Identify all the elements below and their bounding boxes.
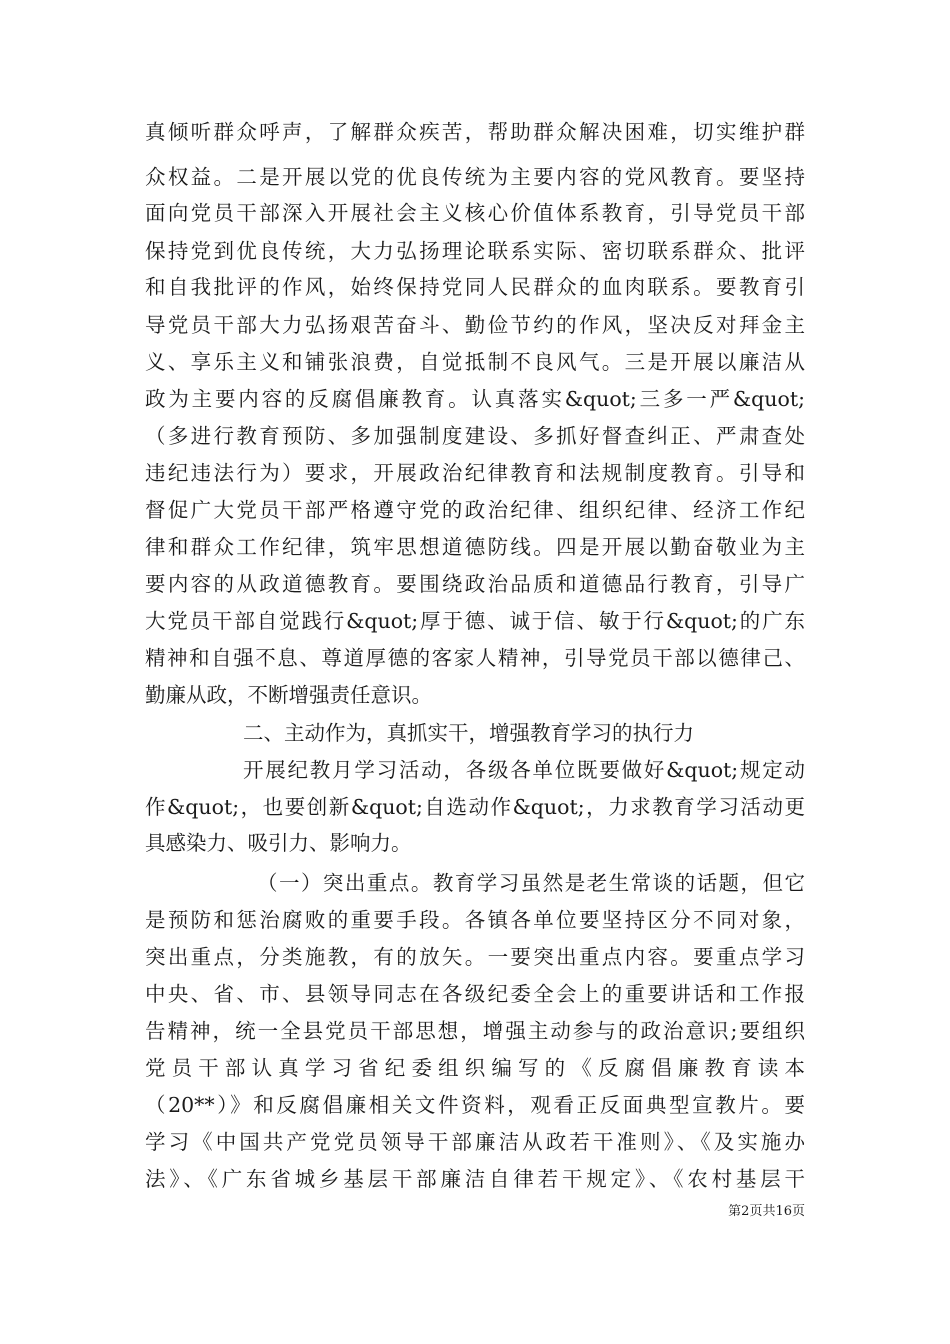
body-text-line: （一）突出重点。教育学习虽然是老生常谈的话题，但它: [257, 871, 805, 895]
body-text-line: 律和群众工作纪律，筑牢思想道德防线。四是开展以勤奋敬业为主: [145, 535, 805, 559]
body-text-line: 是预防和惩治腐败的重要手段。各镇各单位要坚持区分不同对象，: [145, 908, 805, 932]
body-text-line: 真倾听群众呼声，了解群众疾苦，帮助群众解决困难，切实维护群: [145, 120, 805, 144]
body-text-line: 开展纪教月学习活动，各级各单位既要做好&quot;规定动: [243, 758, 805, 782]
section-heading: 二、主动作为，真抓实干，增强教育学习的执行力: [243, 721, 694, 745]
body-text-line: 法》、《广东省城乡基层干部廉洁自律若干规定》、《农村基层干: [145, 1167, 805, 1191]
body-text-line: 勤廉从政，不断增强责任意识。: [145, 683, 432, 707]
body-text-line: 具感染力、吸引力、影响力。: [145, 831, 412, 855]
body-text-line: 众权益。二是开展以党的优良传统为主要内容的党风教育。要坚持: [145, 165, 805, 189]
body-text-line: 义、享乐主义和铺张浪费，自觉抵制不良风气。三是开展以廉洁从: [145, 350, 805, 374]
body-text-line: 督促广大党员干部严格遵守党的政治纪律、组织纪律、经济工作纪: [145, 498, 805, 522]
body-text-line: 精神和自强不息、尊道厚德的客家人精神，引导党员干部以德律己、: [145, 646, 805, 670]
body-text-line: 党员干部认真学习省纪委组织编写的《反腐倡廉教育读本: [145, 1056, 805, 1080]
body-text-line: （20**）》和反腐倡廉相关文件资料，观看正反面典型宣教片。要: [145, 1093, 805, 1117]
body-text-line: 作&quot;，也要创新&quot;自选动作&quot;，力求教育学习活动更: [145, 795, 805, 819]
body-text-line: 大党员干部自觉践行&quot;厚于德、诚于信、敏于行&quot;的广东: [145, 609, 805, 633]
body-text-line: 违纪违法行为）要求，开展政治纪律教育和法规制度教育。引导和: [145, 461, 805, 485]
body-text-line: 保持党到优良传统，大力弘扬理论联系实际、密切联系群众、批评: [145, 239, 805, 263]
body-text-line: 学习《中国共产党党员领导干部廉洁从政若干准则》、《及实施办: [145, 1130, 805, 1154]
body-text-line: 要内容的从政道德教育。要围绕政治品质和道德品行教育，引导广: [145, 572, 805, 596]
body-text-line: 告精神，统一全县党员干部思想，增强主动参与的政治意识;要组织: [145, 1019, 805, 1043]
body-text-line: 面向党员干部深入开展社会主义核心价值体系教育，引导党员干部: [145, 201, 805, 225]
body-text-line: 政为主要内容的反腐倡廉教育。认真落实&quot;三多一严&quot;: [145, 387, 805, 411]
body-text-line: 突出重点，分类施教，有的放矢。一要突出重点内容。要重点学习: [145, 945, 805, 969]
body-text-line: 和自我批评的作风，始终保持党同人民群众的血肉联系。要教育引: [145, 275, 805, 299]
page-number: 第2页共16页: [728, 1204, 805, 1219]
body-text-line: （多进行教育预防、多加强制度建设、多抓好督查纠正、严肃查处: [145, 424, 805, 448]
body-text-line: 导党员干部大力弘扬艰苦奋斗、勤俭节约的作风，坚决反对拜金主: [145, 313, 805, 337]
body-text-line: 中央、省、市、县领导同志在各级纪委全会上的重要讲话和工作报: [145, 982, 805, 1006]
